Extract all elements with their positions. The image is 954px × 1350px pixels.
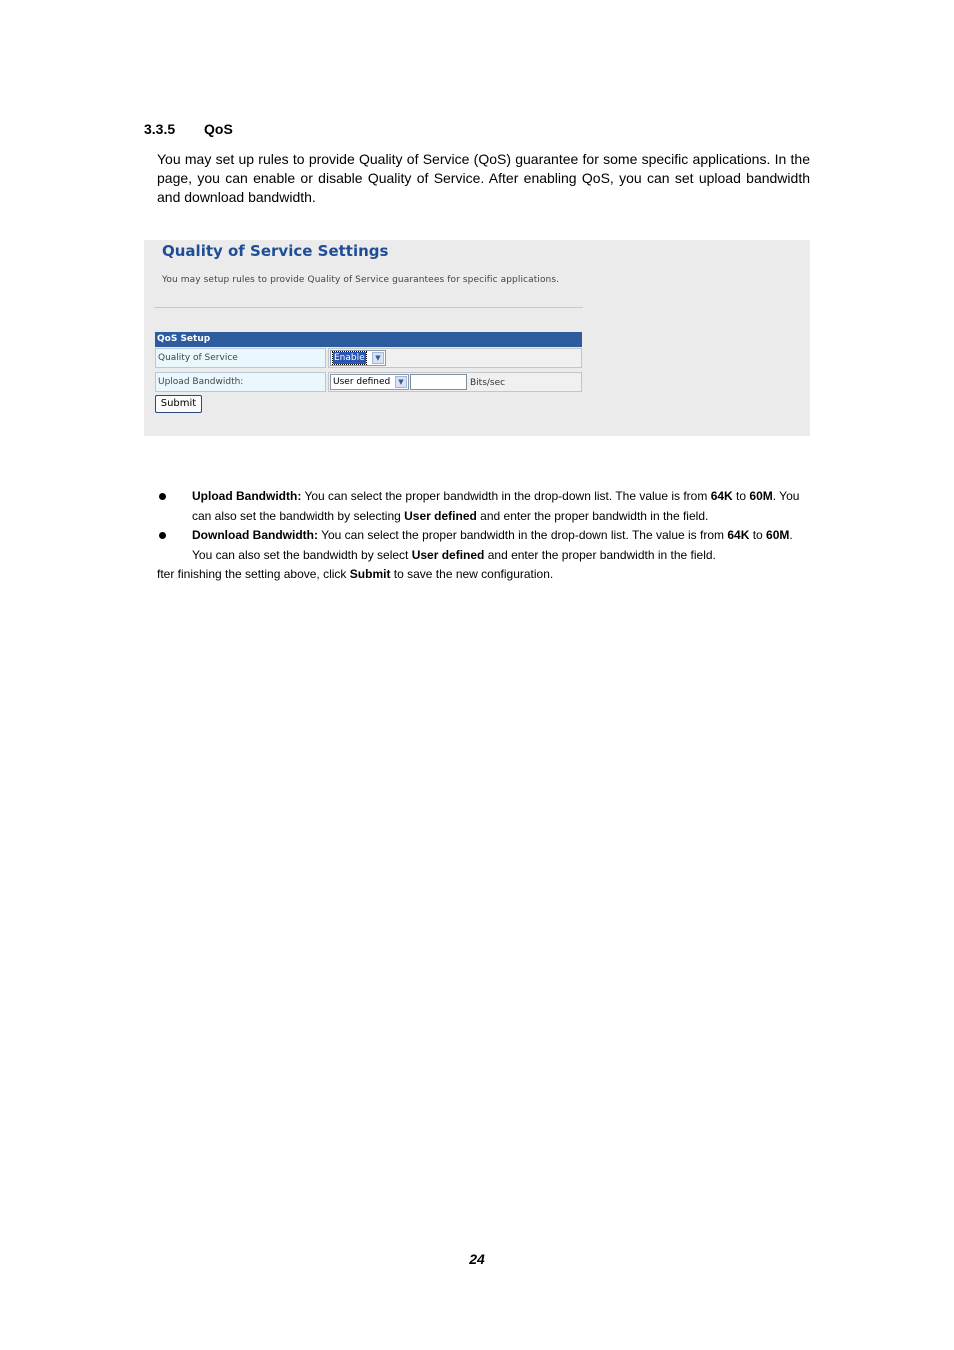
upload-bandwidth-select[interactable] xyxy=(330,374,409,390)
intro-paragraph: You may set up rules to provide Quality of Service (QoS) guarantee for some specific applications. In the page, you can enable or disable Quality of Service. After enabling QoS, you can set upload bandwidth and download bandwidth. xyxy=(157,151,810,205)
bandwidth-input[interactable] xyxy=(410,374,467,390)
panel-description: You may setup rules to provide Quality of Service guarantees for specific applications. xyxy=(162,275,560,285)
list-item: Upload Bandwidth: You can select the proper bandwidth in the drop-down list. The value is from 64K to 60M. You can also set the bandwidth by selecting User defined and enter the proper bandwidth in the field. xyxy=(192,487,812,526)
qos-selected-value: Enable xyxy=(334,353,365,363)
section-number: 3.3.5 xyxy=(144,121,176,137)
qos-label: Quality of Service xyxy=(155,348,326,368)
chevron-down-icon[interactable]: ▼ xyxy=(372,352,384,364)
page-number: 24 xyxy=(469,1251,485,1267)
bullet-icon xyxy=(159,493,166,500)
section-heading xyxy=(144,121,233,138)
qos-setup-header: QoS Setup xyxy=(155,332,582,347)
submit-button[interactable]: Submit xyxy=(155,395,202,413)
bullet-icon xyxy=(159,532,166,539)
qos-value-cell xyxy=(328,348,582,368)
upload-bandwidth-label: Upload Bandwidth: xyxy=(155,372,326,392)
section-title: QoS xyxy=(204,121,233,137)
qos-select[interactable] xyxy=(330,350,386,366)
list-item: Download Bandwidth: You can select the proper bandwidth in the drop-down list. The value is from 64K to 60M. You can also set the bandwidth by select User defined and enter the proper bandwidth in the field. xyxy=(192,526,812,565)
panel-title: Quality of Service Settings xyxy=(162,242,389,260)
qos-settings-screenshot xyxy=(144,240,810,436)
upload-bandwidth-selected-value: User defined xyxy=(333,377,391,387)
chevron-down-icon[interactable]: ▼ xyxy=(395,376,407,388)
upload-bandwidth-value-cell xyxy=(328,372,582,392)
bandwidth-unit: Bits/sec xyxy=(470,378,506,388)
closing-instruction: fter finishing the setting above, click Submit to save the new configuration. xyxy=(157,567,554,581)
panel-divider xyxy=(154,307,583,308)
